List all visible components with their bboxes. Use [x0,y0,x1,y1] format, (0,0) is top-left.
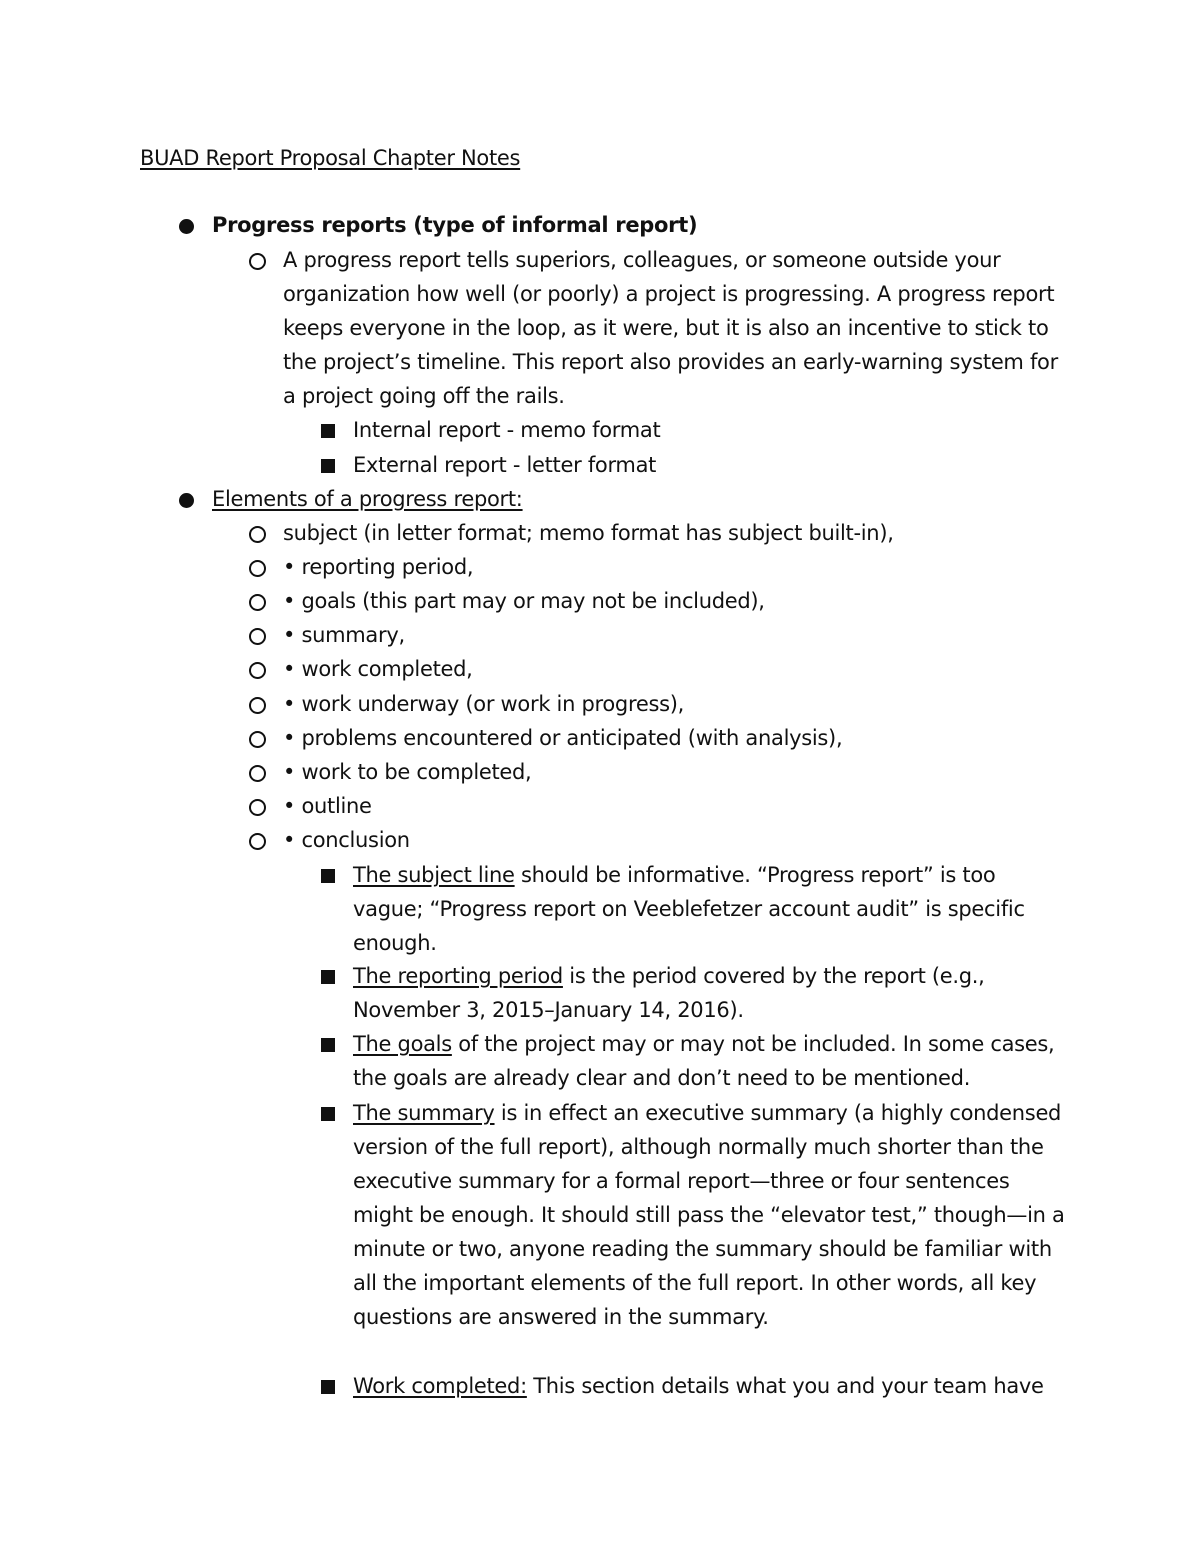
element-list-item: • summary, [283,618,1073,652]
hollow-circle-bullet-icon [249,628,266,645]
element-list-item: • work completed, [283,652,1073,686]
element-list-item: • work to be completed, [283,755,1073,789]
detail-reporting-period: The reporting period is the period covered by the report (e.g., November 3, 2015–January 14, 2016). [353,959,1071,1027]
hollow-circle-bullet-icon [249,594,266,611]
square-bullet-icon [321,1380,335,1394]
square-bullet-icon [321,970,335,984]
hollow-circle-bullet-icon [249,253,266,270]
detail-goals: The goals of the project may or may not be included. In some cases, the goals are already clear and don’t need to be mentioned. [353,1027,1071,1095]
filled-circle-bullet-icon [179,219,194,234]
hollow-circle-bullet-icon [249,765,266,782]
square-bullet-icon [321,459,335,473]
element-list-item: • problems encountered or anticipated (with analysis), [283,721,1073,755]
section-heading-elements: Elements of a progress report: [212,482,1112,516]
hollow-circle-bullet-icon [249,799,266,816]
section-heading-progress-reports: Progress reports (type of informal report) [212,208,1112,242]
detail-subject-line: The subject line should be informative. “Progress report” is too vague; “Progress report on Veeblefetzer account audit” is specific enough. [353,858,1071,960]
square-bullet-icon [321,869,335,883]
hollow-circle-bullet-icon [249,526,266,543]
square-bullet-icon [321,1038,335,1052]
square-bullet-icon [321,1107,335,1121]
detail-summary: The summary is in effect an executive summary (a highly condensed version of the full report), although normally much shorter than the executive summary for a formal report—three or four sentences might be enough. It should still pass the “elevator test,” though—in a minute or two, anyone reading the summary should be familiar with all the important elements of the full report. In other words, all key questions are answered in the summary. [353,1096,1071,1334]
page-title: BUAD Report Proposal Chapter Notes [140,146,521,170]
element-list-item: • goals (this part may or may not be included), [283,584,1073,618]
detail-work-completed: Work completed: This section details what you and your team have [353,1369,1071,1403]
hollow-circle-bullet-icon [249,731,266,748]
square-bullet-icon [321,424,335,438]
progress-report-description: A progress report tells superiors, colleagues, or someone outside your organization how well (or poorly) a project is progressing. A progress report keeps everyone in the loop, as it were, but it is also an incentive to stick to the project’s timeline. This report also provides an early-warning system for a project going off the rails. [283,243,1073,413]
format-item-internal: Internal report - memo format [353,413,1071,447]
hollow-circle-bullet-icon [249,560,266,577]
filled-circle-bullet-icon [179,493,194,508]
element-list-item: • work underway (or work in progress), [283,687,1073,721]
hollow-circle-bullet-icon [249,662,266,679]
element-list-item: • reporting period, [283,550,1073,584]
element-list-item: • outline [283,789,1073,823]
element-list-item: subject (in letter format; memo format has subject built-in), [283,516,1073,550]
hollow-circle-bullet-icon [249,697,266,714]
format-item-external: External report - letter format [353,448,1071,482]
hollow-circle-bullet-icon [249,833,266,850]
element-list-item: • conclusion [283,823,1073,857]
